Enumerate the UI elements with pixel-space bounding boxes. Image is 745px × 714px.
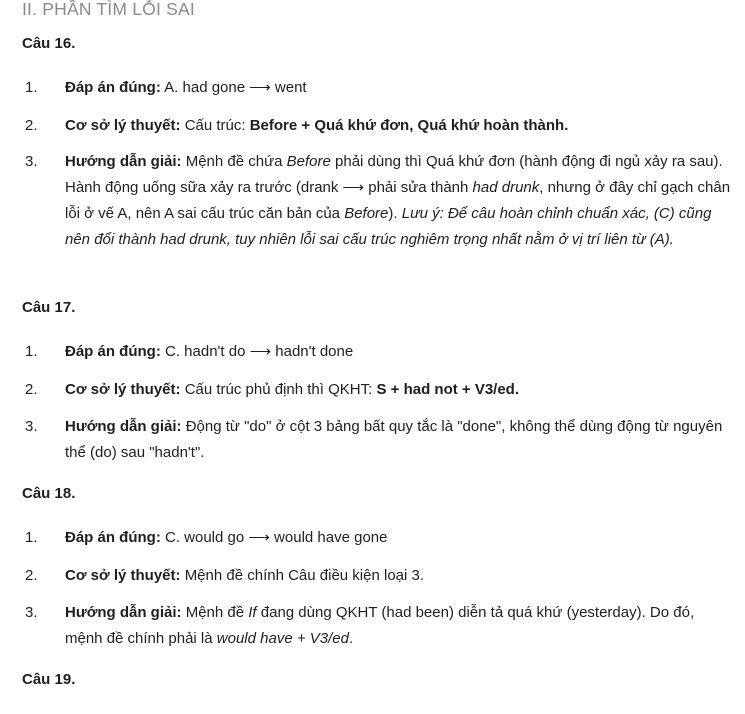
item-label: Hướng dẫn giải: <box>65 604 182 621</box>
explanation-paragraph <box>65 149 734 253</box>
list-item <box>22 525 734 551</box>
section-title: II. PHẦN TÌM LỖI SAI <box>22 0 195 19</box>
list-item <box>22 339 734 365</box>
item-label: Hướng dẫn giải: <box>65 153 182 170</box>
item-label: Hướng dẫn giải: <box>65 418 182 435</box>
explanation-italic: Before <box>344 205 389 222</box>
list-item <box>22 149 734 253</box>
explanation-italic: If <box>248 604 257 621</box>
list-item <box>22 75 734 101</box>
explanation-text: Mệnh đề chứa <box>185 153 283 170</box>
item-label: Cơ sở lý thuyết: <box>65 117 181 134</box>
theory-text: Mệnh đề chính Câu điều kiện loại 3. <box>184 567 425 584</box>
explanation-text: Mệnh đề <box>185 604 245 621</box>
explanation-text: . <box>348 630 354 647</box>
item-number: 1. <box>25 529 38 546</box>
answer-text: A. had gone ⟶ went <box>164 79 307 96</box>
explanation-italic: Before <box>286 153 331 170</box>
item-number: 2. <box>25 381 38 398</box>
item-number: 2. <box>25 117 38 134</box>
explanation-note: Lưu ý: Để câu hoàn chỉnh chuẩn xác, (C) cũng nên đổi thành had drunk, tuy nhiên lỗi sai cấu trúc nghiêm trọng nhất nằm ở vị trí liên từ (A). <box>65 205 712 248</box>
explanation-italic: had drunk <box>472 179 540 196</box>
explanation-text: đang dùng QKHT (had been) diễn tả quá khứ (yesterday). Do đó, mệnh đề chính phải là <box>65 604 695 647</box>
list-item <box>22 414 734 466</box>
item-number: 1. <box>25 79 38 96</box>
question-heading: Câu 17. <box>22 299 76 316</box>
theory-formula: Before + Quá khứ đơn, Quá khứ hoàn thành. <box>249 117 569 134</box>
explanation-italic: would have + V3/ed <box>216 630 349 647</box>
list-item <box>22 113 734 139</box>
answer-text: C. would go ⟶ would have gone <box>165 529 388 546</box>
item-number: 3. <box>25 153 38 170</box>
list-item <box>22 563 734 589</box>
item-number: 3. <box>25 604 38 621</box>
item-label: Cơ sở lý thuyết: <box>65 381 181 398</box>
theory-text: Cấu trúc phủ định thì QKHT: <box>184 381 373 398</box>
theory-text: Cấu trúc: <box>184 117 246 134</box>
explanation-text: phải dùng thì Quá khứ đơn (hành động đi ngủ xảy ra sau). Hành động uống sữa xảy ra trước (drank ⟶ phải sửa thành <box>65 153 723 196</box>
answer-text: C. hadn't do ⟶ hadn't done <box>165 343 354 360</box>
item-label: Cơ sở lý thuyết: <box>65 567 181 584</box>
item-number: 2. <box>25 567 38 584</box>
item-label: Đáp án đúng: <box>65 343 161 360</box>
theory-formula: S + had not + V3/ed. <box>376 381 520 398</box>
list-item <box>22 377 734 403</box>
item-label: Đáp án đúng: <box>65 79 161 96</box>
question-heading: Câu 16. <box>22 35 76 52</box>
explanation-text: , nhưng ở đây chỉ gạch chân lỗi ở vế A, nên A sai cấu trúc căn bản của <box>65 179 731 222</box>
item-number: 3. <box>25 418 38 435</box>
explanation-text: ). <box>388 205 398 222</box>
item-label: Đáp án đúng: <box>65 529 161 546</box>
list-item <box>22 600 734 652</box>
explanation-text: Động từ "do" ở cột 3 bảng bất quy tắc là "done", không thể dùng động từ nguyên thể (do) sau "hadn't". <box>65 418 723 461</box>
item-number: 1. <box>25 343 38 360</box>
question-heading: Câu 19. <box>22 671 76 688</box>
question-heading: Câu 18. <box>22 485 76 502</box>
